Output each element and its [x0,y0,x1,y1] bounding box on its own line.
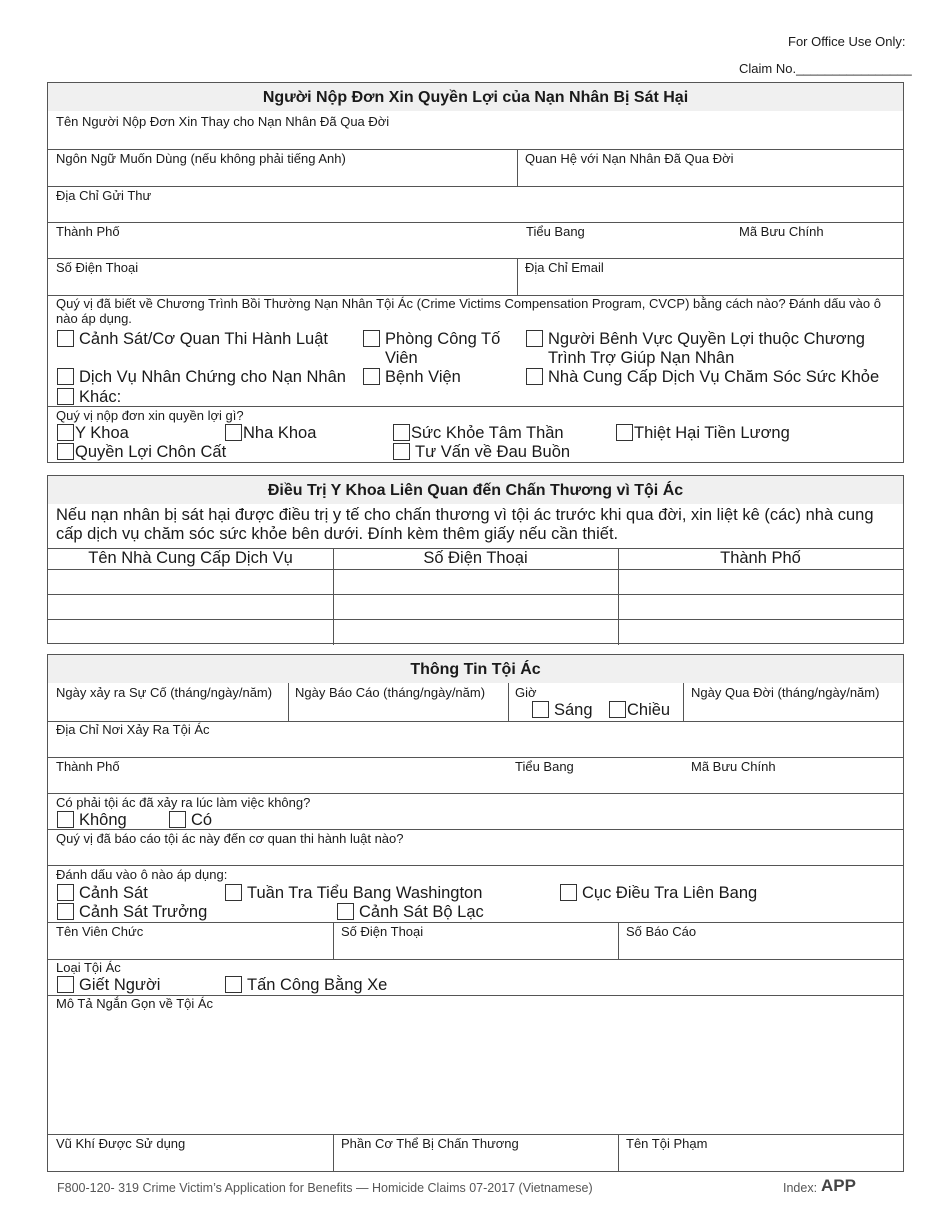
agency-fbi-option[interactable]: Cục Điều Tra Liên Bang [560,884,757,903]
agency-tribal-option[interactable]: Cảnh Sát Bộ Lạc [337,903,484,922]
pm-option[interactable]: Chiều [609,701,670,720]
checkbox[interactable] [393,424,410,441]
source-prosecutor-option[interactable]: Phòng Công Tố Viên [363,330,510,368]
checkbox[interactable] [225,884,242,901]
provider-city-cell[interactable] [619,595,903,619]
crime-state-label: Tiểu Bang [515,759,574,774]
agency-police-option[interactable]: Cảnh Sát [57,884,148,903]
body-part-label: Phần Cơ Thể Bị Chấn Thương [341,1136,519,1151]
incident-date-label: Ngày xảy ra Sự Cố (tháng/ngày/năm) [56,685,273,700]
email-label: Địa Chỉ Email [525,260,604,275]
at-work-no-option[interactable]: Không [57,811,127,830]
provider-phone-header: Số Điện Thoại [423,549,528,567]
office-use-label: For Office Use Only: [788,34,906,49]
crime-zip-label: Mã Bưu Chính [691,759,776,774]
checkbox[interactable] [57,884,74,901]
agency-sheriff-option[interactable]: Cảnh Sát Trưởng [57,903,207,922]
claim-number-field[interactable]: Claim No.________________ [739,61,912,76]
benefit-wage-option[interactable]: Thiệt Hại Tiền Lương [616,424,790,443]
checkbox[interactable] [57,368,74,385]
checkbox[interactable] [57,443,74,460]
at-work-question: Có phải tội ác đã xảy ra lúc làm việc không? [56,795,311,810]
city-label: Thành Phố [56,224,120,239]
provider-name-cell[interactable] [48,620,333,644]
benefit-dental-option[interactable]: Nha Khoa [225,424,316,443]
source-police-option[interactable]: Cảnh Sát/Cơ Quan Thi Hành Luật [57,330,328,349]
checkbox[interactable] [225,976,242,993]
source-witness-option[interactable]: Dịch Vụ Nhân Chứng cho Nạn Nhân [57,368,346,387]
checkbox[interactable] [225,424,242,441]
crime-section [47,654,904,1172]
source-advocate-option[interactable]: Người Bênh Vực Quyền Lợi thuộc Chương Trình Trợ Giúp Nạn Nhân [526,330,893,368]
checkbox[interactable] [560,884,577,901]
medical-instructions: Nếu nạn nhân bị sát hại được điều trị y tế cho chấn thương vì tội ác trước khi qua đời, xin liệt kê (các) nhà cung cấp dịch vụ chăm sóc sức khỏe bên dưới. Đính kèm thêm giấy nếu cần thiết. [56,506,874,543]
checkbox[interactable] [337,903,354,920]
checkbox[interactable] [57,811,74,828]
how-heard-question: Quý vị đã biết về Chương Trình Bồi Thường Nạn Nhân Tội Ác (Crime Victims Compensation Program, CVCP) bằng cách nào? Đánh dấu vào ô nào áp dụng. [56,296,881,326]
form-id: F800-120- 319 Crime Victim’s Application for Benefits — Homicide Claims 07-2017 (Vietnamese) [57,1181,593,1195]
checkbox[interactable] [57,388,74,405]
provider-phone-cell[interactable] [334,620,618,644]
relationship-label: Quan Hệ với Nạn Nhân Đã Qua Đời [525,151,734,166]
provider-city-cell[interactable] [619,570,903,594]
provider-phone-cell[interactable] [334,595,618,619]
crime-description-label: Mô Tả Ngắn Gọn về Tội Ác [56,996,214,1011]
offender-name-label: Tên Tội Phạm [626,1136,708,1151]
benefits-question: Quý vị nộp đơn xin quyền lợi gì? [56,408,244,423]
provider-name-cell[interactable] [48,595,333,619]
checkbox[interactable] [57,976,74,993]
medical-section [47,475,904,644]
benefit-funeral-option[interactable]: Quyền Lợi Chôn Cất [57,443,226,462]
officer-name-label: Tên Viên Chức [56,924,144,939]
crime-description-field[interactable] [48,1013,903,1133]
at-work-yes-option[interactable]: Có [169,811,212,830]
crime-vehicular-option[interactable]: Tấn Công Bằng Xe [225,976,387,995]
provider-name-cell[interactable] [48,570,333,594]
mailing-address-label: Địa Chỉ Gửi Thư [56,188,152,203]
provider-name-header: Tên Nhà Cung Cấp Dịch Vụ [88,549,293,567]
am-option[interactable]: Sáng [532,701,593,720]
checkbox[interactable] [363,330,380,347]
crime-homicide-option[interactable]: Giết Người [57,976,160,995]
provider-city-header: Thành Phố [720,549,801,567]
checkbox[interactable] [532,701,549,718]
index-value: APP [821,1176,856,1195]
source-other-option[interactable]: Khác: [57,388,121,407]
check-apply-label: Đánh dấu vào ô nào áp dụng: [56,867,228,882]
checkbox[interactable] [57,903,74,920]
checkbox[interactable] [616,424,633,441]
checkbox[interactable] [363,368,380,385]
phone-label: Số Điện Thoại [56,260,139,275]
source-hospital-option[interactable]: Bệnh Viện [363,368,461,387]
state-label: Tiểu Bang [526,224,585,239]
applicant-section [47,82,904,463]
crime-type-label: Loại Tội Ác [56,960,121,975]
crime-city-label: Thành Phố [56,759,120,774]
zip-label: Mã Bưu Chính [739,224,824,239]
checkbox[interactable] [57,424,74,441]
provider-phone-cell[interactable] [334,570,618,594]
agency-question: Quý vị đã báo cáo tội ác này đến cơ quan thi hành luật nào? [56,831,404,846]
crime-section-title: Thông Tin Tội Ác [48,655,903,683]
checkbox[interactable] [609,701,626,718]
source-provider-option[interactable]: Nhà Cung Cấp Dịch Vụ Chăm Sóc Sức Khỏe [526,368,879,387]
weapon-label: Vũ Khí Được Sử dụng [56,1136,186,1151]
index-label: Index: [783,1181,818,1195]
checkbox[interactable] [526,368,543,385]
benefit-mental-option[interactable]: Sức Khỏe Tâm Thần [393,424,564,443]
language-label: Ngôn Ngữ Muốn Dùng (nếu không phải tiếng Anh) [56,151,346,166]
checkbox[interactable] [393,443,410,460]
agency-patrol-option[interactable]: Tuần Tra Tiểu Bang Washington [225,884,482,903]
officer-phone-label: Số Điện Thoại [341,924,424,939]
benefit-grief-option[interactable]: Tư Vấn về Đau Buồn [393,443,570,462]
applicant-name-label: Tên Người Nộp Đơn Xin Thay cho Nạn Nhân Đã Qua Đời [56,114,390,129]
checkbox[interactable] [169,811,186,828]
provider-city-cell[interactable] [619,620,903,644]
crime-address-label: Địa Chỉ Nơi Xảy Ra Tội Ác [56,722,210,737]
checkbox[interactable] [526,330,543,347]
death-date-label: Ngày Qua Đời (tháng/ngày/năm) [691,685,880,700]
report-date-label: Ngày Báo Cáo (tháng/ngày/năm) [295,685,486,700]
report-number-label: Số Báo Cáo [626,924,697,939]
checkbox[interactable] [57,330,74,347]
benefit-medical-option[interactable]: Y Khoa [57,424,129,443]
medical-section-title: Điều Trị Y Khoa Liên Quan đến Chấn Thương vì Tội Ác [48,476,903,504]
applicant-section-title: Người Nộp Đơn Xin Quyền Lợi của Nạn Nhân Bị Sát Hại [48,83,903,111]
time-label: Giờ [515,685,537,700]
